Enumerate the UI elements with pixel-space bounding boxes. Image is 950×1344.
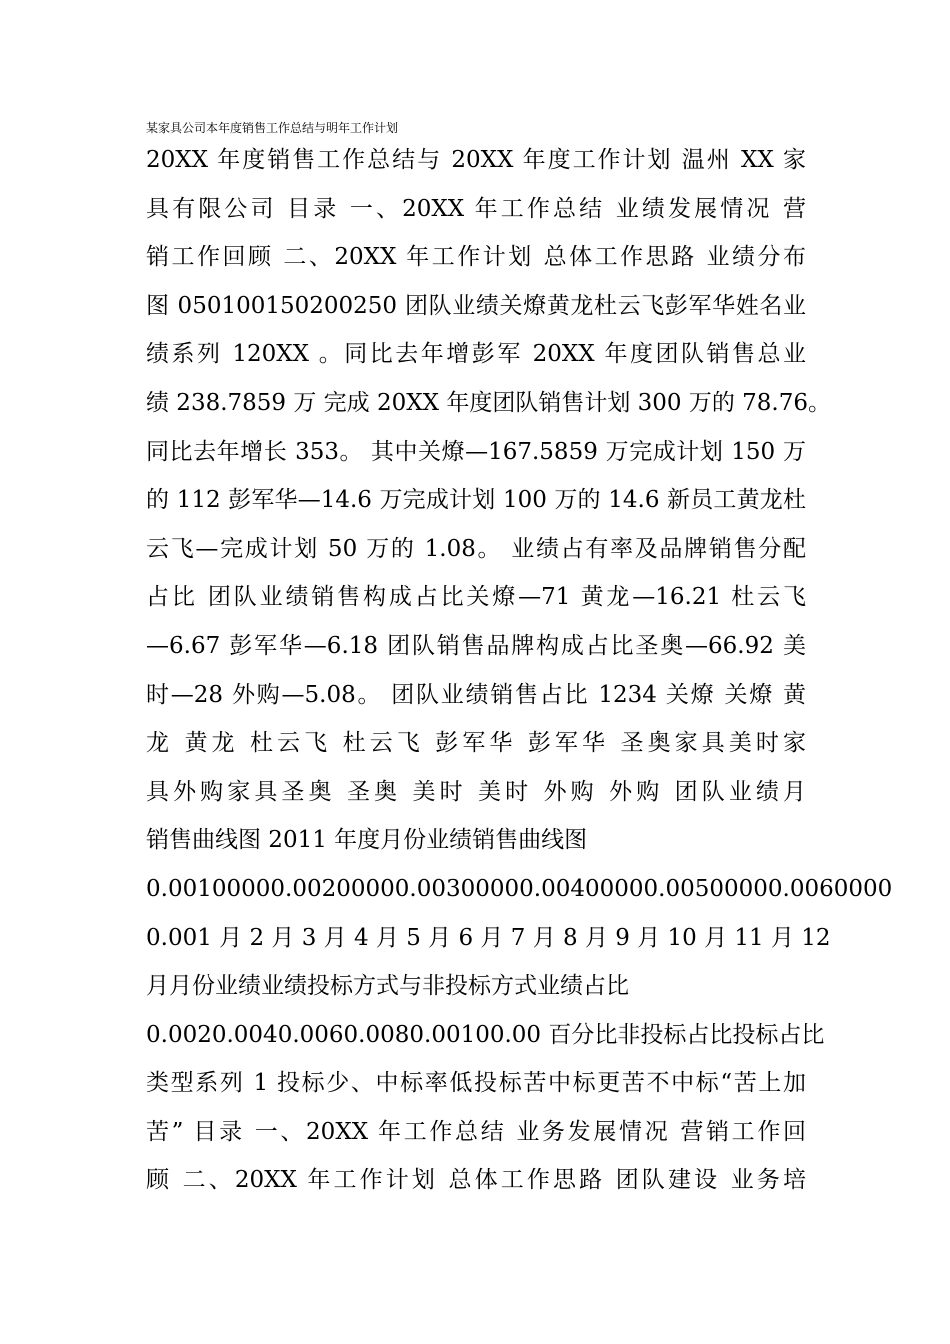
text-line-10: 占比 团队业绩销售构成占比关燎—71 黄龙—16.21 杜云飞 <box>146 584 806 611</box>
text-line-1: 20XX 年度销售工作总结与 20XX 年度工作计划 温州 XX 家 <box>146 147 806 173</box>
text-line-4: 图 050100150200250 团队业绩关燎黄龙杜云飞彭军华姓名业 <box>146 292 806 319</box>
text-line-9: 云飞—完成计划 50 万的 1.08。 业绩占有率及品牌销售分配 <box>146 535 806 562</box>
text-line-15: 销售曲线图 2011 年度月份业绩销售曲线图 <box>146 827 588 854</box>
text-line-3: 销工作回顾 二、20XX 年工作计划 总体工作思路 业绩分布 <box>146 244 806 271</box>
text-line-6: 绩 238.7859 万 完成 20XX 年度团队销售计划 300 万的 78.76。 <box>146 389 831 416</box>
text-line-11: —6.67 彭军华—6.18 团队销售品牌构成占比圣奥—66.92 美 <box>146 632 806 659</box>
text-line-17: 0.001 月 2 月 3 月 4 月 5 月 6 月 7 月 8 月 9 月 10 月 11 月 12 <box>146 924 831 951</box>
text-line-20: 类型系列 1 投标少、中标率低投标苦中标更苦不中标“苦上加 <box>146 1070 806 1097</box>
text-line-2: 具有限公司 目录 一、20XX 年工作总结 业绩发展情况 营 <box>146 195 806 222</box>
text-line-7: 同比去年增长 353。 其中关燎—167.5859 万完成计划 150 万 <box>146 438 806 465</box>
text-line-5: 绩系列 120XX 。同比去年增彭军 20XX 年度团队销售总业 <box>146 341 806 368</box>
text-line-14: 具外购家具圣奥 圣奥 美时 美时 外购 外购 团队业绩月 <box>146 778 806 805</box>
text-line-22: 顾 二、20XX 年工作计划 总体工作思路 团队建设 业务培 <box>146 1167 806 1194</box>
text-line-13: 龙 黄龙 杜云飞 杜云飞 彭军华 彭军华 圣奥家具美时家 <box>146 730 806 757</box>
body-text <box>146 136 893 1205</box>
text-line-21: 苦” 目录 一、20XX 年工作总结 业务发展情况 营销工作回 <box>146 1118 806 1145</box>
text-line-18: 月月份业绩业绩投标方式与非投标方式业绩占比 <box>146 973 629 1000</box>
running-header-title: 某家具公司本年度销售工作总结与明年工作计划 <box>146 121 399 135</box>
text-line-12: 时—28 外购—5.08。 团队业绩销售占比 1234 关燎 关燎 黄 <box>146 681 806 708</box>
text-line-8: 的 112 彭军华—14.6 万完成计划 100 万的 14.6 新员工黄龙杜 <box>146 487 806 514</box>
text-line-19: 0.0020.0040.0060.0080.00100.00 百分比非投标占比投标占比 <box>146 1021 825 1048</box>
text-line-16: 0.00100000.00200000.00300000.00400000.00500000.0060000 <box>146 875 893 902</box>
